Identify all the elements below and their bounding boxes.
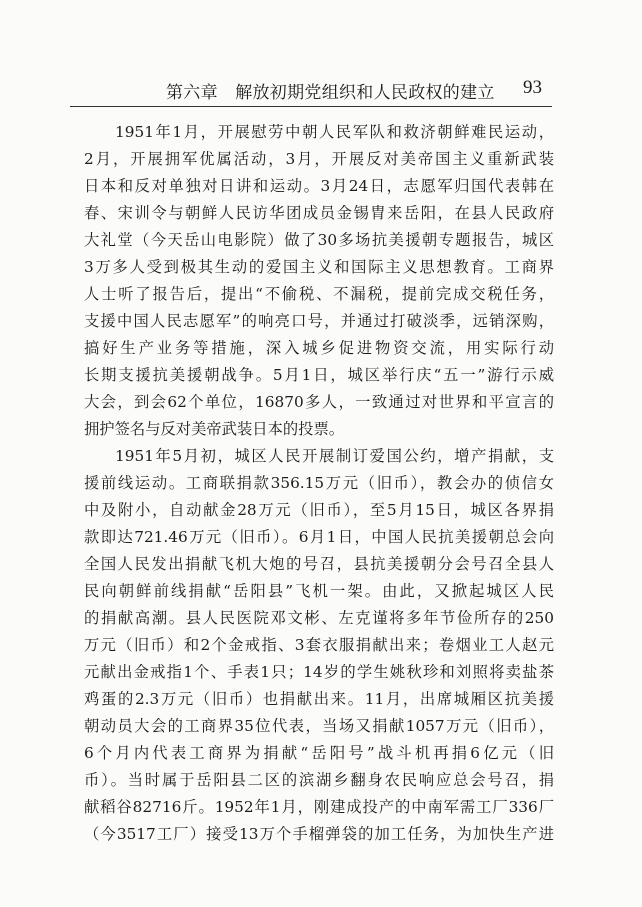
text-line: 2月，开展拥军优属活动，3月，开展反对美帝国主义重新武装 xyxy=(84,150,554,168)
text-line: 的捐献高潮。县人民医院邓文彬、左克谨将多年节俭所存的250 xyxy=(84,609,554,627)
text-line: 朝动员大会的工商界35位代表，当场又捐献1057万元（旧币）， xyxy=(84,717,554,735)
text-line: 大会，到会62个单位，16870多人，一致通过对世界和平宣言的 xyxy=(84,393,554,411)
text-line: 款即达721.46万元（旧币）。6月1日，中国人民抗美援朝总会向 xyxy=(84,528,554,546)
paragraph-2 xyxy=(84,443,554,848)
text-line: 全国人民发出捐献飞机大炮的号召，县抗美援朝分会号召全县人 xyxy=(84,555,554,573)
text-line: 长期支援抗美援朝战争。5月1日，城区举行庆“五一”游行示威 xyxy=(84,366,554,384)
text-line: 3万多人受到极其生动的爱国主义和国际主义思想教育。工商界 xyxy=(84,258,554,276)
text-line: 大礼堂（今天岳山电影院）做了30多场抗美援朝专题报告，城区 xyxy=(84,231,554,249)
text-line: 6个月内代表工商界为捐献“岳阳号”战斗机再捐6亿元（旧 xyxy=(84,744,554,762)
text-line: 币）。当时属于岳阳县二区的滨湖乡翻身农民响应总会号召，捐 xyxy=(84,771,554,789)
chapter-title: 第六章 解放初期党组织和人民政权的建立 xyxy=(166,83,495,103)
body-text xyxy=(84,119,554,848)
text-line: 中及附小，自动献金28万元（旧币），至5月15日，城区各界捐 xyxy=(84,501,554,519)
paragraph-1 xyxy=(84,119,554,443)
running-header xyxy=(70,66,552,106)
text-line: 1951年5月初，城区人民开展制订爱国公约，增产捐献，支 xyxy=(115,447,554,465)
text-line: 春、宋训令与朝鲜人民访华团成员金锡胄来岳阳，在县人民政府 xyxy=(84,204,554,222)
text-line: 献稻谷82716斤。1952年1月，刚建成投产的中南军需工厂336厂 xyxy=(84,798,554,816)
text-line: （今3517工厂）接受13万个手榴弹袋的加工任务，为加快生产进 xyxy=(84,825,554,843)
page-number: 93 xyxy=(523,77,542,98)
text-line: 1951年1月，开展慰劳中朝人民军队和救济朝鲜难民运动， xyxy=(115,123,554,141)
text-line: 援前线运动。工商联捐款356.15万元（旧币），教会办的侦信女 xyxy=(84,474,554,492)
text-line: 搞好生产业务等措施，深入城乡促进物资交流，用实际行动 xyxy=(84,339,554,357)
text-line: 人士听了报告后，提出“不偷税、不漏税，提前完成交税任务， xyxy=(84,285,554,303)
text-line: 民向朝鲜前线捐献“岳阳县”飞机一架。由此，又掀起城区人民 xyxy=(84,582,554,600)
text-line: 元献出金戒指1个、手表1只；14岁的学生姚秋珍和刘照将卖盐茶 xyxy=(84,663,554,681)
header-rule xyxy=(70,106,552,107)
text-line: 拥护签名与反对美帝武装日本的投票。 xyxy=(84,420,345,438)
text-line: 日本和反对单独对日讲和运动。3月24日，志愿军归国代表韩在 xyxy=(84,177,554,195)
text-line: 万元（旧币）和2个金戒指、3套衣服捐献出来；卷烟业工人赵元 xyxy=(84,636,554,654)
text-line: 鸡蛋的2.3万元（旧币）也捐献出来。11月，出席城厢区抗美援 xyxy=(84,690,554,708)
text-line: 支援中国人民志愿军”的响亮口号，并通过打破淡季，远销深购， xyxy=(84,312,554,330)
